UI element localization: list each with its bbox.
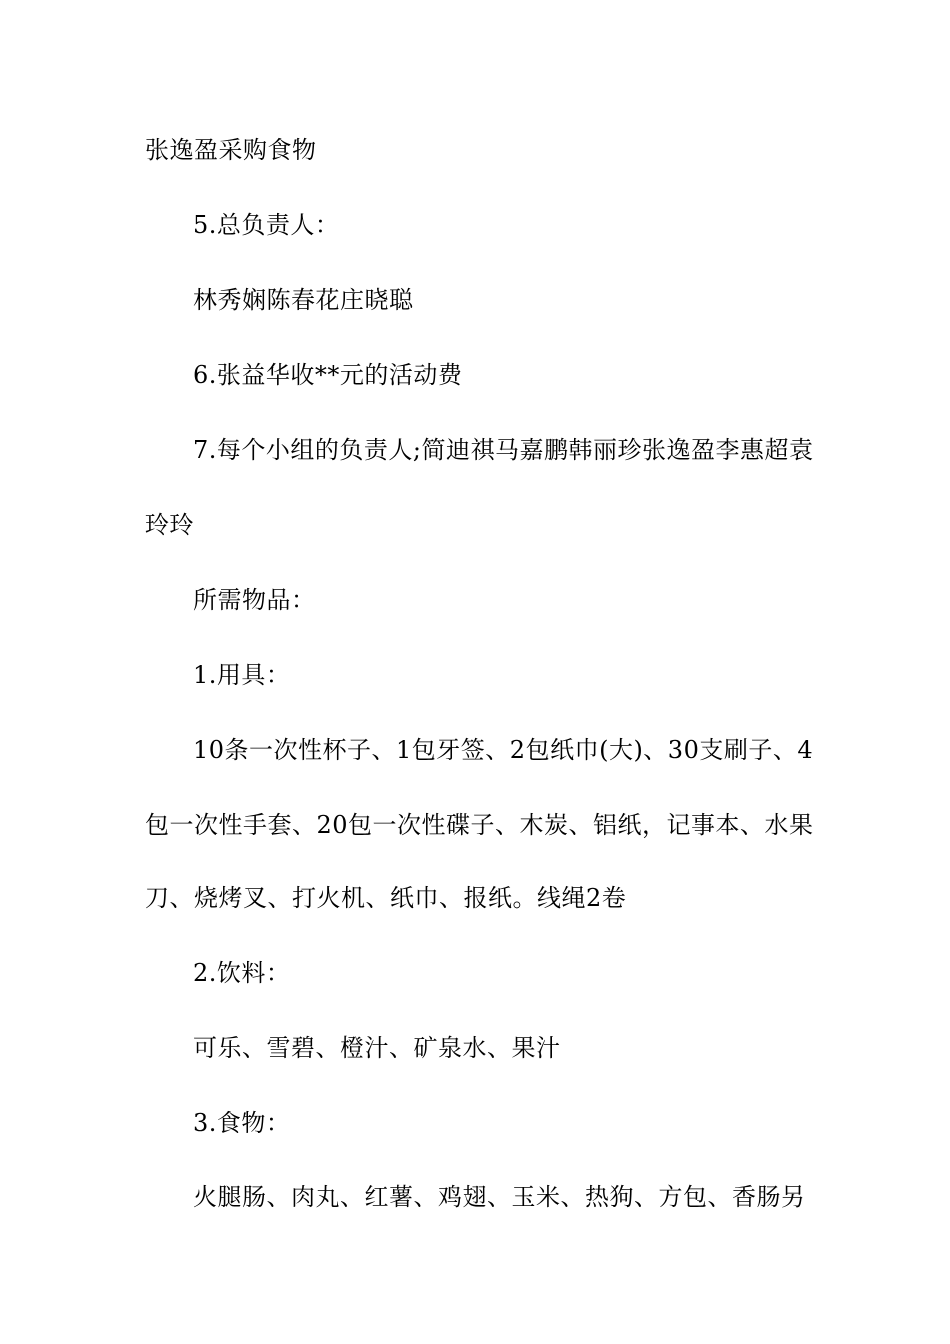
item-7-group-leaders: 7.每个小组的负责人;简迪祺马嘉鹏韩丽珍张逸盈李惠超袁 [193,436,814,464]
group-leaders-continued: 玲玲 [145,511,194,539]
food-list: 火腿肠、肉丸、红薯、鸡翅、玉米、热狗、方包、香肠另 [193,1183,806,1211]
tools-list-line-3: 刀、烧烤叉、打火机、纸巾、报纸。线绳2卷 [145,884,627,912]
drinks-list: 可乐、雪碧、橙汁、矿泉水、果汁 [193,1034,561,1062]
tools-heading: 1.用具： [193,661,291,689]
required-items-heading: 所需物品： [193,586,316,614]
tools-list-line-2: 包一次性手套、20包一次性碟子、木炭、铝纸，记事本、水果 [145,811,814,839]
item-6-fee-collector: 6.张益华收**元的活动费 [193,361,463,389]
drinks-heading: 2.饮料： [193,959,291,987]
tools-list-line-1: 10条一次性杯子、1包牙签、2包纸巾(大)、30支刷子、4 [193,736,814,764]
item-5-heading: 5.总负责人： [193,211,340,239]
food-heading: 3.食物： [193,1109,291,1137]
text-line-food-buyer: 张逸盈采购食物 [145,136,317,164]
general-managers-names: 林秀娴陈春花庄晓聪 [193,286,414,314]
